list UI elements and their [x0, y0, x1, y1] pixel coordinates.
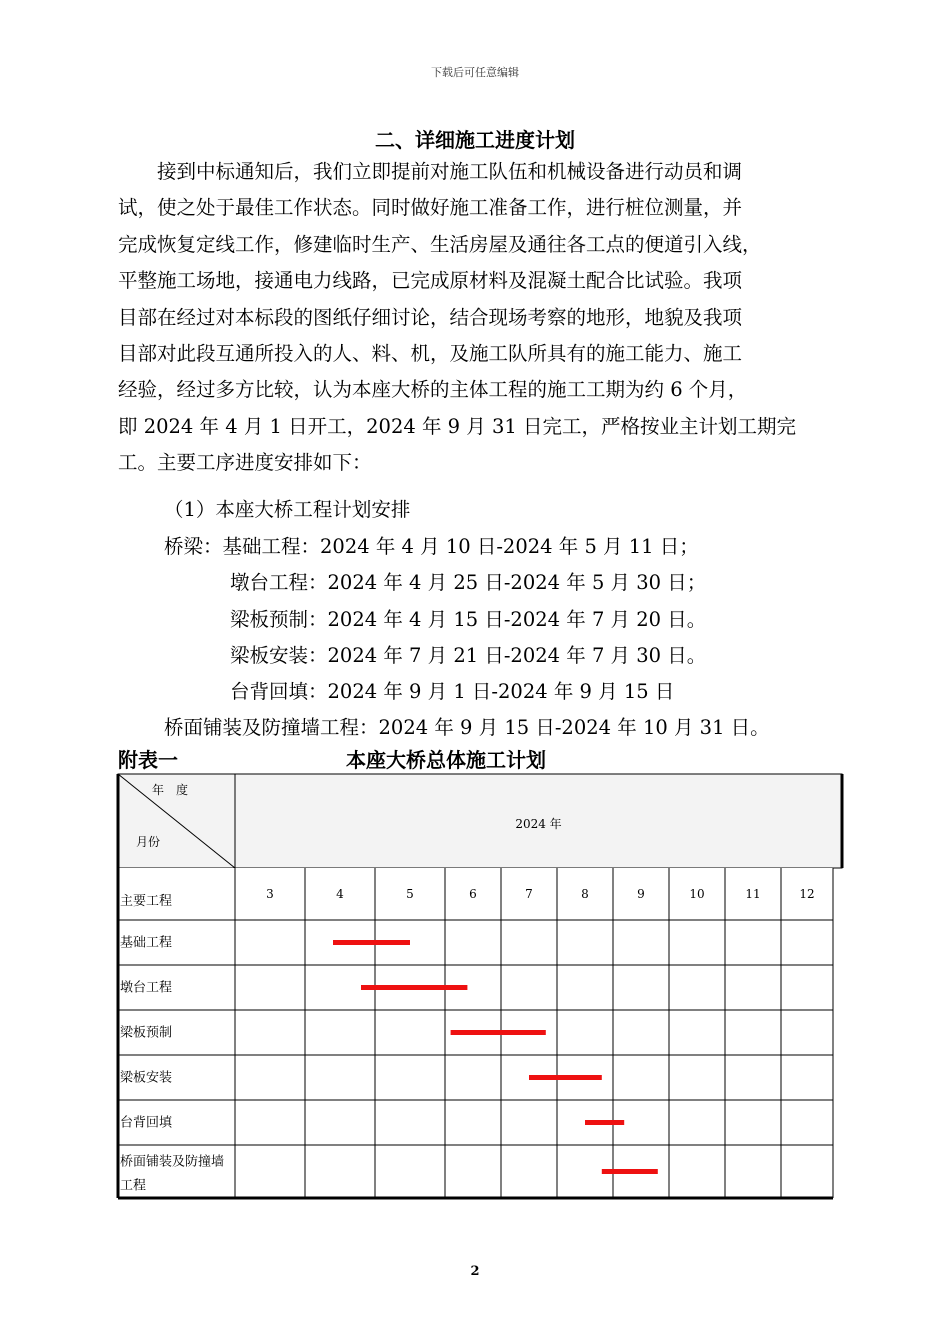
- row-header-label: 主要工程: [120, 894, 173, 909]
- paragraph-line: 经验，经过多方比较，认为本座大桥的主体工程的施工工期为约 6 个月，: [118, 378, 748, 402]
- paragraph-line: 接到中标通知后，我们立即提前对施工队伍和机械设备进行动员和调: [157, 160, 743, 183]
- task-label: 墩台工程: [120, 980, 173, 996]
- month-label: 7: [525, 887, 533, 901]
- task-label: 桥面铺装及防撞墙: [120, 1154, 225, 1170]
- schedule-item: 梁板预制：2024 年 4 月 15 日-2024 年 7 月 20 日。: [230, 608, 707, 631]
- month-label: 12: [799, 887, 815, 901]
- paragraph-line: 工。主要工序进度安排如下：: [118, 451, 372, 475]
- paragraph-line: 完成恢复定线工作，修建临时生产、生活房屋及通往各工点的便道引入线，: [118, 232, 762, 256]
- task-bar: [602, 1169, 658, 1174]
- task-bar: [585, 1120, 624, 1125]
- diagonal-header-year: 年 度: [152, 783, 189, 797]
- paragraph-line: 平整施工场地，接通电力线路，已完成原材料及混凝土配合比试验。我项: [118, 269, 743, 293]
- month-label: 5: [406, 887, 414, 901]
- appendix-title: 本座大桥总体施工计划: [346, 748, 546, 772]
- schedule-item: 梁板安装：2024 年 7 月 21 日-2024 年 7 月 30 日。: [230, 644, 707, 667]
- schedule-item: 墩台工程：2024 年 4 月 25 日-2024 年 5 月 30 日；: [230, 571, 707, 594]
- paragraph-line: 即 2024 年 4 月 1 日开工，2024 年 9 月 31 日完工，严格按业主计划工期完: [118, 414, 796, 438]
- month-label: 8: [581, 887, 589, 901]
- paragraph-line: 试，使之处于最佳工作状态。同时做好施工准备工作，进行桩位测量，并: [118, 196, 743, 220]
- schedule-item: 桥梁：基础工程：2024 年 4 月 10 日-2024 年 5 月 11 日；: [164, 535, 699, 558]
- task-label: 基础工程: [120, 935, 173, 951]
- task-label: 工程: [120, 1178, 147, 1194]
- month-label: 10: [689, 887, 705, 901]
- task-label: 台背回填: [120, 1115, 173, 1131]
- task-bar: [529, 1075, 602, 1080]
- month-label: 11: [745, 887, 761, 901]
- header-note: 下载后可任意编辑: [431, 66, 519, 79]
- paragraph-line: 目部对此段互通所投入的人、料、机，及施工队所具有的施工能力、施工: [118, 342, 743, 366]
- task-bar: [333, 940, 410, 945]
- month-label: 3: [266, 887, 274, 901]
- task-bar: [361, 985, 467, 990]
- header-block: [118, 774, 842, 868]
- diagonal-header-month: 月份: [136, 835, 161, 849]
- schedule-item: 桥面铺装及防撞墙工程：2024 年 9 月 15 日-2024 年 10 月 31 日。: [164, 716, 770, 739]
- task-label: 梁板安装: [120, 1070, 173, 1086]
- task-bar: [451, 1030, 546, 1035]
- page-number: 2: [470, 1264, 480, 1279]
- paragraph-line: 目部在经过对本标段的图纸仔细讨论，结合现场考察的地形，地貌及我项: [118, 305, 743, 329]
- year-label: 2024 年: [515, 817, 562, 831]
- month-label: 6: [469, 887, 477, 901]
- plan-heading: （1）本座大桥工程计划安排: [164, 498, 411, 521]
- schedule-item: 台背回填：2024 年 9 月 1 日-2024 年 9 月 15 日: [230, 680, 675, 703]
- month-label: 9: [637, 887, 645, 901]
- month-label: 4: [336, 887, 344, 901]
- appendix-label: 附表一: [118, 748, 178, 772]
- section-title: 二、详细施工进度计划: [375, 128, 575, 152]
- task-label: 梁板预制: [120, 1025, 173, 1041]
